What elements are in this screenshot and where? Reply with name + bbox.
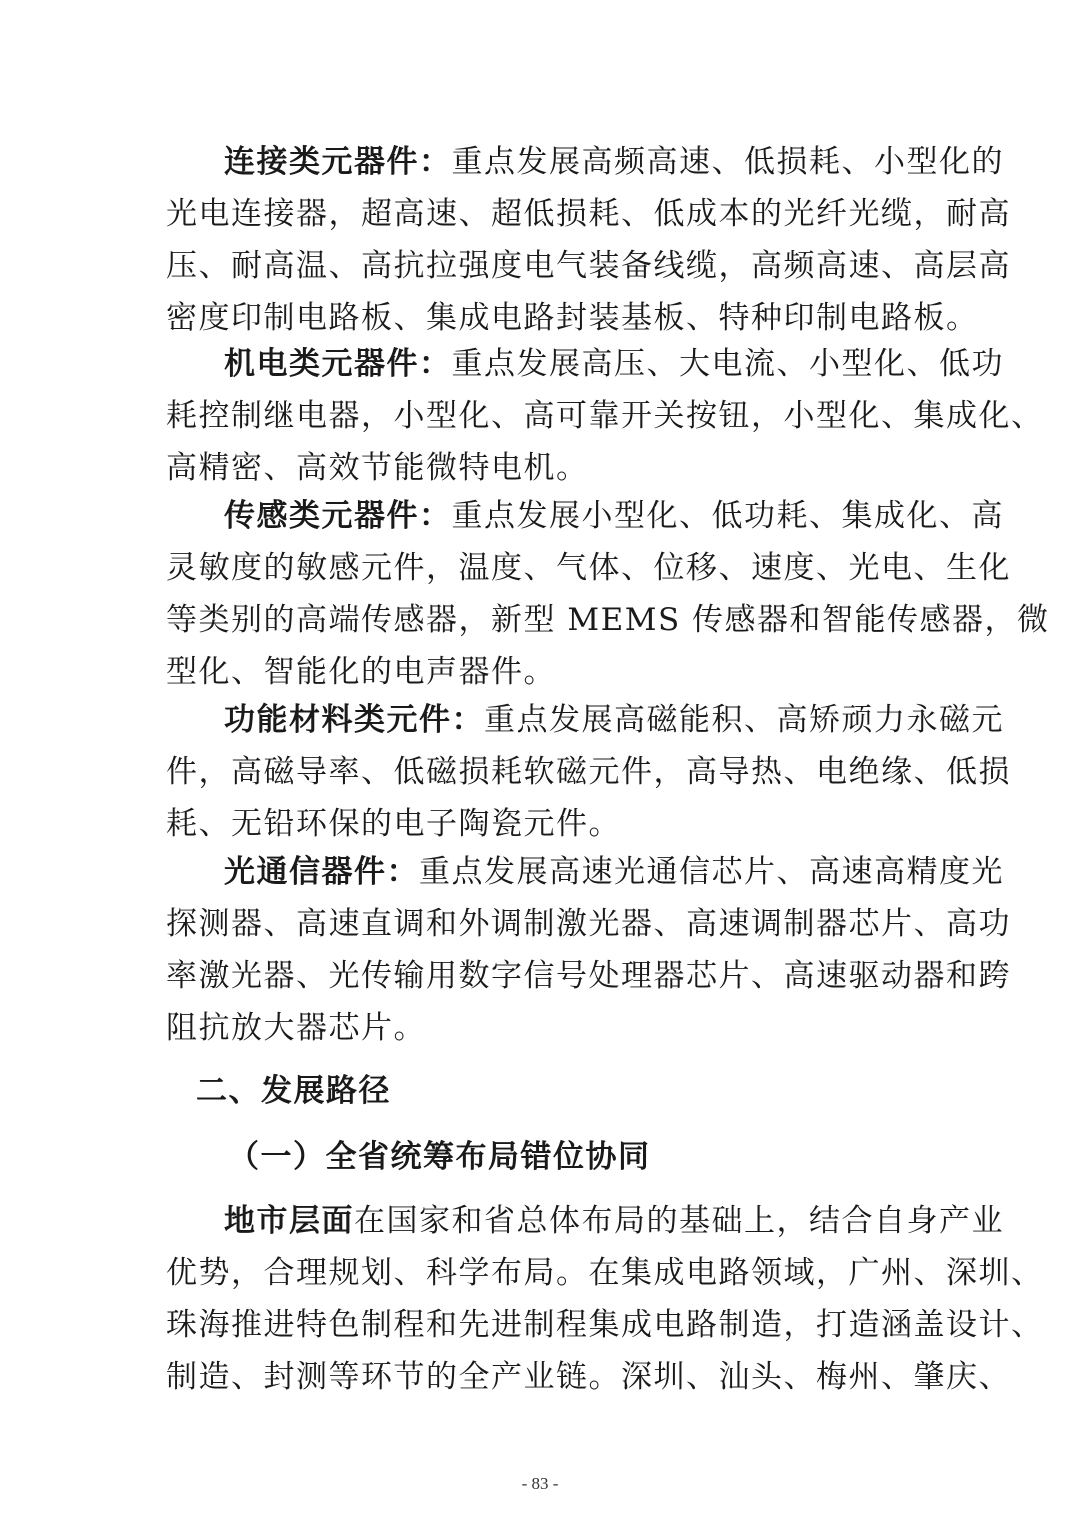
section-heading: 二、发展路径: [196, 1073, 391, 1109]
paragraph-lead: 地市层面: [224, 1203, 354, 1239]
paragraph-line: 优势，合理规划、科学布局。在集成电路领域，广州、深圳、: [166, 1255, 1044, 1291]
paragraph-line: [166, 490, 1004, 542]
paragraph-line: 耗控制继电器，小型化、高可靠开关按钮，小型化、集成化、: [166, 398, 1044, 434]
paragraph-line: 高精密、高效节能微特电机。: [166, 450, 589, 486]
paragraph-lead: 机电类元器件：: [224, 346, 452, 382]
paragraph-text: 重点发展高频高速、低损耗、小型化的: [451, 144, 1004, 180]
paragraph-line: 珠海推进特色制程和先进制程集成电路制造，打造涵盖设计、: [166, 1307, 1044, 1343]
paragraph-electromechanical-components: [166, 338, 1044, 494]
paragraph-lead: 功能材料类元件：: [224, 702, 484, 738]
paragraph-line: 型化、智能化的电声器件。: [166, 654, 556, 690]
paragraph-line: [166, 846, 1004, 898]
paragraph-text: 重点发展高速光通信芯片、高速高精度光: [419, 854, 1004, 890]
paragraph-lead: 连接类元器件：: [224, 144, 452, 180]
paragraph-functional-material-components: [166, 694, 1011, 850]
paragraph-text: 重点发展小型化、低功耗、集成化、高: [451, 498, 1004, 534]
paragraph-lead: 传感类元器件：: [224, 498, 452, 534]
paragraph-text: 在国家和省总体布局的基础上，结合自身产业: [354, 1203, 1004, 1239]
paragraph-line: 率激光器、光传输用数字信号处理器芯片、高速驱动器和跨: [166, 958, 1011, 994]
paragraph-line: 灵敏度的敏感元件，温度、气体、位移、速度、光电、生化: [166, 550, 1011, 586]
paragraph-text: 重点发展高磁能积、高矫顽力永磁元: [484, 702, 1004, 738]
paragraph-connector-components: [166, 136, 1011, 344]
paragraph-line: 件，高磁导率、低磁损耗软磁元件，高导热、电绝缘、低损: [166, 754, 1011, 790]
paragraph-line: [166, 338, 1004, 390]
paragraph-line: 压、耐高温、高抗拉强度电气装备线缆，高频高速、高层高: [166, 248, 1011, 284]
paragraph-text: 重点发展高压、大电流、小型化、低功: [451, 346, 1004, 382]
subsection-heading: （一）全省统筹布局错位协同: [228, 1139, 651, 1175]
paragraph-line: 阻抗放大器芯片。: [166, 1010, 426, 1046]
paragraph-line: 等类别的高端传感器，新型 MEMS 传感器和智能传感器，微: [166, 602, 1050, 638]
paragraph-line: 探测器、高速直调和外调制激光器、高速调制器芯片、高功: [166, 906, 1011, 942]
paragraph-lead: 光通信器件：: [224, 854, 419, 890]
paragraph-line: [166, 1195, 1004, 1247]
paragraph-city-level: [166, 1195, 1044, 1403]
paragraph-line: 密度印制电路板、集成电路封装基板、特种印制电路板。: [166, 300, 979, 336]
paragraph-sensor-components: [166, 490, 1050, 698]
paragraph-optical-communication-devices: [166, 846, 1011, 1054]
paragraph-line: 制造、封测等环节的全产业链。深圳、汕头、梅州、肇庆、: [166, 1359, 1011, 1395]
paragraph-line: [166, 694, 1004, 746]
paragraph-line: 光电连接器，超高速、超低损耗、低成本的光纤光缆，耐高: [166, 196, 1011, 232]
paragraph-line: 耗、无铅环保的电子陶瓷元件。: [166, 806, 621, 842]
paragraph-line: [166, 136, 1004, 188]
page-number: - 83 -: [521, 1474, 559, 1493]
